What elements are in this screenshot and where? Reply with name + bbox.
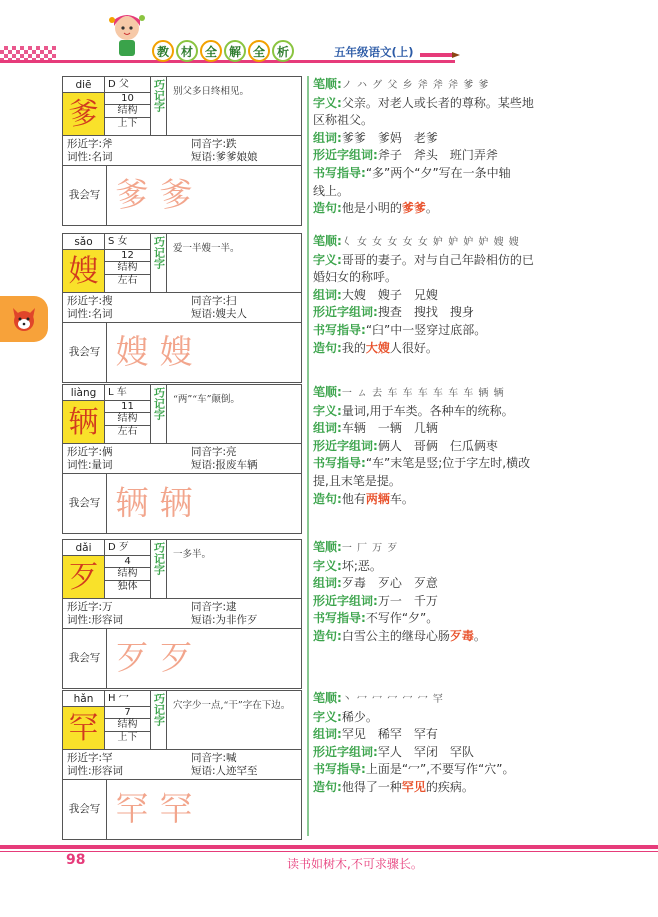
meaning: 父亲。对老人或长者的尊称。某些地 (341, 95, 534, 110)
writing-guide-line (313, 165, 613, 183)
example-post: 车。 (389, 491, 414, 506)
practice-char: 嫂 (115, 332, 149, 371)
similar-words: 罕人 罕闭 罕队 (377, 744, 474, 759)
structure-label: 结构 (105, 104, 150, 118)
writing-guide-label: 书写指导: (313, 762, 366, 777)
stroke-structure-info (105, 250, 151, 293)
example-sentence-line (313, 779, 613, 797)
memory-tip: “两”“车”颠倒。 (167, 385, 301, 444)
practice-row (63, 629, 301, 688)
part-of-speech: 词性:名词 (67, 308, 113, 320)
pinyin: sǎo (63, 234, 105, 250)
word-line (313, 575, 613, 593)
similar-words: 斧子 斧头 班门弄斧 (377, 148, 498, 163)
radical: L 车 (105, 385, 151, 401)
footer-rule-thin (0, 851, 658, 852)
column-divider (307, 76, 309, 836)
writing-guide: 不写作“夕”。 (365, 611, 439, 626)
similar-char: 形近字:斧 (67, 138, 113, 150)
structure-label: 结构 (105, 718, 150, 732)
stroke-order: ノ ハ グ 父 乡 斧 斧 斧 爹 爹 (341, 80, 490, 91)
practice-row (63, 166, 301, 225)
pinyin: dǎi (63, 540, 105, 556)
footer-motto: 读书如树木,不可求骤长。 (287, 857, 423, 871)
meaning-line-2: 婚妇女的称呼。 (313, 270, 398, 285)
related-info (63, 444, 301, 474)
title-char: 全 (248, 40, 270, 62)
stroke-order-line (313, 384, 613, 403)
practice-char: 爹 (115, 175, 149, 214)
meaning: 坏;恶。 (341, 558, 382, 573)
stroke-count: 4 (124, 556, 131, 567)
main-character: 歹 (63, 556, 105, 599)
stroke-order: 丶 冖 冖 冖 冖 冖 罕 (341, 694, 444, 705)
example-pre: 我的 (341, 340, 366, 355)
example-pre: 白雪公主的继母心肠 (341, 628, 450, 643)
writing-guide-label: 书写指导: (313, 456, 366, 471)
example-sentence-line (313, 491, 613, 509)
char-explanation (313, 690, 613, 797)
example-highlight: 大嫂 (365, 340, 390, 355)
stroke-order-line (313, 76, 613, 95)
stroke-order-line (313, 539, 613, 558)
word-line (313, 130, 613, 148)
stroke-count: 10 (121, 93, 134, 104)
homophone: 同音字:逮 (191, 601, 237, 613)
stroke-order: 一 厂 万 歹 (341, 543, 399, 554)
homophone: 同音字:喊 (191, 752, 237, 764)
practice-label: 我会写 (63, 780, 107, 839)
example-post: 。 (425, 201, 438, 216)
memory-tip-label (151, 691, 167, 750)
stroke-order: 一 ㄙ 去 车 车 车 车 车 车 辆 辆 (341, 388, 505, 399)
title-char: 材 (176, 40, 198, 62)
char-card (62, 384, 302, 534)
practice-row (63, 780, 301, 839)
words: 大嫂 嫂子 兄嫂 (341, 287, 438, 302)
example-label: 造句: (313, 201, 342, 216)
memory-tip-label-text: 巧记字 (152, 387, 166, 420)
example-post: 。 (473, 628, 486, 643)
practice-char: 歹 (115, 638, 149, 677)
stroke-order-label: 笔顺: (313, 385, 342, 399)
stroke-count: 12 (121, 250, 134, 261)
similar-char: 形近字:罕 (67, 752, 113, 764)
memory-tip: 爱一半嫂一半。 (167, 234, 301, 293)
stroke-structure-info (105, 401, 151, 444)
practice-char: 爹 (159, 175, 193, 214)
memory-tip-label (151, 540, 167, 599)
meaning-label: 字义: (313, 252, 342, 267)
related-info (63, 136, 301, 166)
memory-tip-label-text: 巧记字 (152, 542, 166, 575)
example-label: 造句: (313, 491, 342, 506)
structure-value: 左右 (117, 426, 138, 437)
writing-guide-label: 书写指导: (313, 322, 366, 337)
char-explanation (313, 539, 613, 646)
stroke-order-line (313, 690, 613, 709)
example-highlight: 歹毒 (449, 628, 474, 643)
similar-words: 万一 千万 (377, 593, 438, 608)
phrase: 短语:嫂夫人 (191, 308, 248, 320)
practice-char: 歹 (159, 638, 193, 677)
words-label: 组词: (313, 576, 342, 591)
practice-char: 辆 (115, 483, 149, 522)
stroke-order-label: 笔顺: (313, 691, 342, 705)
main-character: 罕 (63, 707, 105, 750)
meaning-line-2: 区称祖父。 (313, 113, 374, 128)
meaning-line (313, 403, 613, 421)
example-highlight: 爹爹 (401, 201, 426, 216)
practice-char: 辆 (159, 483, 193, 522)
similar-words-label: 形近字组词: (313, 593, 378, 608)
example-label: 造句: (313, 628, 342, 643)
similar-words-label: 形近字组词: (313, 148, 378, 163)
example-post: 人很好。 (389, 340, 438, 355)
part-of-speech: 词性:量词 (67, 459, 113, 471)
words: 车辆 一辆 几辆 (341, 421, 438, 436)
radical: H 冖 (105, 691, 151, 707)
memory-tip-label (151, 234, 167, 293)
similar-words: 俩人 哥俩 仨瓜俩枣 (377, 438, 498, 453)
stroke-count: 7 (124, 707, 131, 718)
char-card (62, 76, 302, 226)
meaning-label: 字义: (313, 403, 342, 418)
structure-value: 上下 (117, 732, 138, 743)
radical: D 歹 (105, 540, 151, 556)
stroke-structure-info (105, 707, 151, 750)
structure-label: 结构 (105, 412, 150, 426)
words: 歹毒 歹心 歹意 (341, 576, 438, 591)
similar-char: 形近字:俩 (67, 446, 113, 458)
example-sentence-line (313, 628, 613, 646)
example-label: 造句: (313, 779, 342, 794)
pinyin: liàng (63, 385, 105, 401)
pen-icon (420, 52, 460, 58)
words-label: 组词: (313, 130, 342, 145)
stroke-count: 11 (121, 401, 134, 412)
practice-char: 罕 (159, 789, 193, 828)
phrase: 短语:报废车辆 (191, 459, 258, 471)
homophone: 同音字:亮 (191, 446, 237, 458)
practice-label: 我会写 (63, 474, 107, 533)
main-character: 嫂 (63, 250, 105, 293)
writing-guide: “多”两个“夕”写在一条中轴 (365, 165, 511, 180)
related-info (63, 293, 301, 323)
title-char: 析 (272, 40, 294, 62)
part-of-speech: 词性:名词 (67, 151, 113, 163)
word-line (313, 420, 613, 438)
writing-guide-label: 书写指导: (313, 611, 366, 626)
practice-char: 罕 (115, 789, 149, 828)
char-explanation (313, 76, 613, 218)
homophone: 同音字:扫 (191, 295, 237, 307)
stroke-order-label: 笔顺: (313, 234, 342, 248)
writing-guide-line (313, 322, 613, 340)
stroke-order-line (313, 233, 613, 252)
related-info (63, 750, 301, 780)
structure-value: 独体 (117, 581, 138, 592)
pinyin: hǎn (63, 691, 105, 707)
meaning: 稀少。 (341, 709, 378, 724)
similar-char: 形近字:万 (67, 601, 113, 613)
similar-words: 搜查 搜找 搜身 (377, 305, 474, 320)
words-label: 组词: (313, 287, 342, 302)
meaning: 量词,用于车类。各种车的统称。 (341, 403, 514, 418)
example-pre: 他有 (341, 491, 366, 506)
char-explanation (313, 384, 613, 508)
series-title (152, 40, 294, 62)
structure-value: 左右 (117, 275, 138, 286)
writing-guide: “车”末笔是竖;位于字左时,横改 (365, 456, 531, 471)
practice-label: 我会写 (63, 166, 107, 225)
meaning-line (313, 252, 613, 270)
title-char: 教 (152, 40, 174, 62)
example-label: 造句: (313, 340, 342, 355)
words: 罕见 稀罕 罕有 (341, 727, 438, 742)
mascot-girl-icon (104, 10, 150, 60)
page-header (0, 0, 658, 70)
memory-tip-label-text: 巧记字 (152, 236, 166, 269)
phrase: 短语:爹爹娘娘 (191, 151, 258, 163)
char-card (62, 233, 302, 383)
word-line (313, 287, 613, 305)
similar-words-label: 形近字组词: (313, 744, 378, 759)
part-of-speech: 词性:形容词 (67, 614, 124, 626)
similar-words-label: 形近字组词: (313, 438, 378, 453)
stroke-order-label: 笔顺: (313, 77, 342, 91)
word-line (313, 726, 613, 744)
main-character: 爹 (63, 93, 105, 136)
meaning: 哥哥的妻子。对与自己年龄相仿的已 (341, 252, 534, 267)
example-pre: 他是小明的 (341, 201, 402, 216)
main-character: 辆 (63, 401, 105, 444)
similar-words-line (313, 304, 613, 322)
structure-label: 结构 (105, 261, 150, 275)
meaning-label: 字义: (313, 709, 342, 724)
related-info (63, 599, 301, 629)
memory-tip: 别父多日终相见。 (167, 77, 301, 136)
practice-row (63, 474, 301, 533)
writing-guide-line-2: 线上。 (313, 183, 350, 198)
stroke-order-label: 笔顺: (313, 540, 342, 554)
meaning-label: 字义: (313, 558, 342, 573)
footer-rule (0, 845, 658, 849)
writing-guide-label: 书写指导: (313, 165, 366, 180)
similar-words-line (313, 593, 613, 611)
practice-row (63, 323, 301, 382)
memory-tip: 穴字少一点,“干”字在下边。 (167, 691, 301, 750)
writing-guide-line (313, 761, 613, 779)
writing-guide-line-2: 提,且末笔是提。 (313, 473, 401, 488)
title-char: 解 (224, 40, 246, 62)
words-label: 组词: (313, 727, 342, 742)
meaning-label: 字义: (313, 95, 342, 110)
stroke-structure-info (105, 556, 151, 599)
writing-guide: “臼”中一竖穿过底部。 (365, 322, 487, 337)
practice-label: 我会写 (63, 323, 107, 382)
example-highlight: 罕见 (401, 779, 426, 794)
stroke-structure-info (105, 93, 151, 136)
char-card (62, 690, 302, 840)
meaning-line (313, 95, 613, 113)
memory-tip-label (151, 77, 167, 136)
meaning-line (313, 558, 613, 576)
writing-guide: 上面是“冖”,不要写作“穴”。 (365, 762, 515, 777)
meaning-line (313, 709, 613, 727)
phrase: 短语:为非作歹 (191, 614, 258, 626)
similar-words-line (313, 744, 613, 762)
homophone: 同音字:跌 (191, 138, 237, 150)
similar-words-line (313, 147, 613, 165)
practice-char: 嫂 (159, 332, 193, 371)
phrase: 短语:人迹罕至 (191, 765, 258, 777)
practice-label: 我会写 (63, 629, 107, 688)
example-pre: 他得了一种 (341, 779, 402, 794)
radical: D 父 (105, 77, 151, 93)
grade-label: 五年级语文(上) (334, 45, 414, 59)
title-char: 全 (200, 40, 222, 62)
similar-words-label: 形近字组词: (313, 305, 378, 320)
similar-char: 形近字:搜 (67, 295, 113, 307)
writing-guide-line (313, 610, 613, 628)
example-highlight: 两辆 (365, 491, 390, 506)
words-label: 组词: (313, 421, 342, 436)
page-number: 98 (66, 852, 86, 868)
memory-tip-label-text: 巧记字 (152, 79, 166, 112)
char-card (62, 539, 302, 689)
structure-label: 结构 (105, 567, 150, 581)
example-sentence-line (313, 200, 613, 218)
writing-guide-line (313, 455, 613, 473)
stroke-order: 𡿨 女 女 女 女 女 妒 妒 妒 妒 嫂 嫂 (341, 237, 520, 248)
memory-tip: 一多半。 (167, 540, 301, 599)
structure-value: 上下 (117, 118, 138, 129)
pinyin: diē (63, 77, 105, 93)
words: 爹爹 爹妈 老爹 (341, 130, 438, 145)
char-explanation (313, 233, 613, 357)
part-of-speech: 词性:形容词 (67, 765, 124, 777)
side-tab-fox-icon (0, 296, 48, 342)
example-sentence-line (313, 340, 613, 358)
example-post: 的疾病。 (425, 779, 474, 794)
radical: S 女 (105, 234, 151, 250)
memory-tip-label (151, 385, 167, 444)
memory-tip-label-text: 巧记字 (152, 693, 166, 726)
similar-words-line (313, 438, 613, 456)
